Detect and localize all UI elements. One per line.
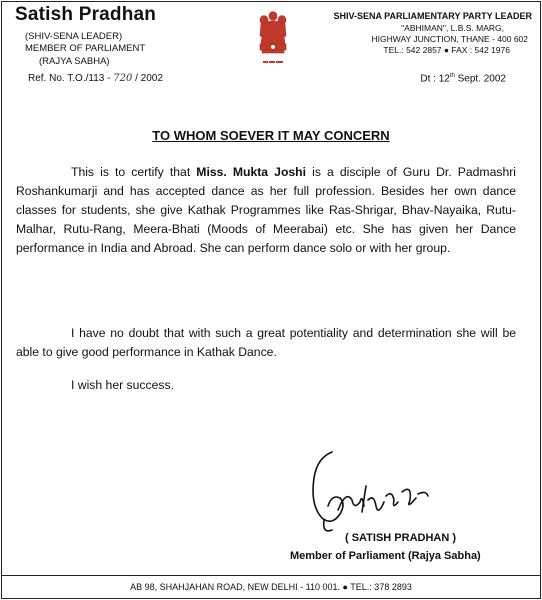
paragraph-2-text: I have no doubt that with such a great potentiality and determination she will be able to give good performance in Kathak Dance. bbox=[16, 326, 516, 359]
paragraph-2-indent bbox=[16, 326, 71, 340]
reference-suffix: / 2002 bbox=[135, 73, 163, 84]
letter-title bbox=[2, 128, 540, 143]
reference-handwritten-number: 720 bbox=[113, 73, 133, 84]
letterhead-name: Satish Pradhan bbox=[15, 4, 157, 25]
letter-date bbox=[420, 73, 506, 84]
reference-number bbox=[28, 73, 163, 84]
footer-address: AB 98, SHAHJAHAN ROAD, NEW DELHI - 110 001. ● TEL.: 378 2893 bbox=[130, 582, 412, 592]
letterhead-right-line-4: TEL.: 542 2857 ● FAX : 542 1976 bbox=[383, 45, 510, 55]
letterhead-left-line-3: (RAJYA SABHA) bbox=[39, 56, 110, 67]
letter-title-text: TO WHOM SOEVER IT MAY CONCERN bbox=[152, 128, 390, 143]
paragraph-3 bbox=[16, 376, 516, 395]
paragraph-2 bbox=[16, 324, 516, 362]
letterhead-right-line-3: HIGHWAY JUNCTION, THANE - 400 602 bbox=[371, 34, 528, 44]
date-suffix: Sept. 2002 bbox=[454, 73, 506, 85]
national-emblem-icon bbox=[253, 6, 293, 78]
letterhead-right-line-1: SHIV-SENA PARLIAMENTARY PARTY LEADER bbox=[333, 11, 532, 21]
paragraph-1-rest: is a disciple of Guru Dr. Padmashri Roshankumarji and has accepted dance as her full profession. Besides her own dance classes for students, she give Kathak Programmes like Ras-Shrigar, Bhav-Nayaika, Rutu-Malhar, Rutu-Rang, Meera-Bhati (Moods of Meerabai) etc. She has given her Dance performance in India and Abroad. She can perform dance solo or with her group. bbox=[16, 165, 516, 255]
paragraph-1-start: This is to certify that bbox=[71, 165, 197, 179]
signatory-name: ( SATISH PRADHAN ) bbox=[345, 532, 457, 544]
paragraph-1 bbox=[16, 163, 516, 258]
date-prefix: Dt : 12 bbox=[420, 73, 450, 85]
paragraph-3-indent bbox=[16, 378, 71, 392]
letterhead-left-line-1: (SHIV-SENA LEADER) bbox=[25, 31, 123, 42]
footer-divider bbox=[2, 575, 540, 576]
letter-page bbox=[1, 1, 541, 599]
paragraph-3-text: I wish her success. bbox=[71, 378, 174, 392]
reference-prefix: Ref. No. T.O./113 - bbox=[28, 73, 111, 84]
signatory-title: Member of Parliament (Rajya Sabha) bbox=[290, 550, 481, 562]
letterhead-right-line-2: "ABHIMAN", L.B.S. MARG, bbox=[401, 23, 504, 33]
date-ordinal: th bbox=[449, 73, 455, 79]
letterhead-left-line-2: MEMBER OF PARLIAMENT bbox=[25, 43, 146, 54]
candidate-name: Miss. Mukta Joshi bbox=[196, 165, 307, 179]
